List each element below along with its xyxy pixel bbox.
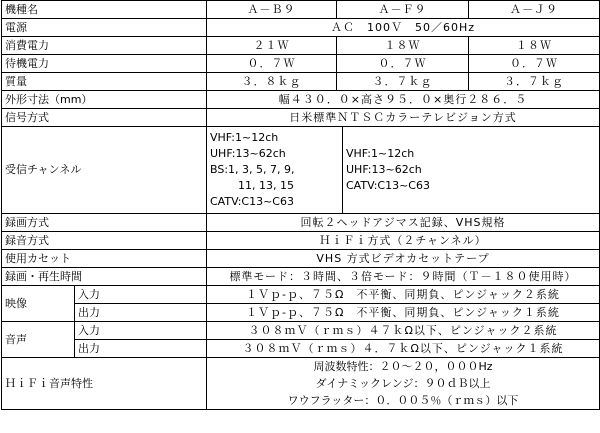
power-consumption-label: 消費電力 xyxy=(2,37,207,55)
channel-line: UHF:13~62ch xyxy=(346,163,422,176)
standby-power-row xyxy=(2,55,600,73)
audio-output-row xyxy=(2,340,600,358)
video-label: 映像 xyxy=(2,286,75,322)
channel-line: 11, 13, 15 xyxy=(238,179,294,192)
video-output-value: １Ｖｐ-ｐ、７５Ω 不平衡、同期負、ピンジャック１系統 xyxy=(207,304,600,322)
recording-format-label: 録画方式 xyxy=(2,214,207,232)
hifi-frequency-response: 周波数特性：２０～２０，０００Hz xyxy=(313,360,493,373)
dimensions-row xyxy=(2,91,600,109)
power-source-value: ＡＣ 100Ｖ 50／60Hz xyxy=(207,19,600,37)
signal-format-value: 日米標準ＮＴＳＣカラーテレビジョン方式 xyxy=(207,109,600,127)
video-output-label: 出力 xyxy=(75,304,207,322)
power-consumption-b9: ２１Ｗ xyxy=(207,37,337,55)
model-a-j9: Ａ－Ｊ９ xyxy=(469,1,600,19)
video-output-row xyxy=(2,304,600,322)
audio-output-value: ３０８ｍＶ（ｒｍｓ）４．７ｋΩ以下、ピンジャック１系統 xyxy=(207,340,600,358)
audio-output-label: 出力 xyxy=(75,340,207,358)
mass-j9: ３．７ｋｇ xyxy=(469,73,600,91)
mass-f9: ３．７ｋｇ xyxy=(337,73,469,91)
recording-format-row xyxy=(2,214,600,232)
header-row xyxy=(2,1,600,19)
power-source-label: 電源 xyxy=(2,19,207,37)
cassette-label: 使用カセット xyxy=(2,250,207,268)
standby-power-f9: ０．７Ｗ xyxy=(337,55,469,73)
standby-power-label: 待機電力 xyxy=(2,55,207,73)
channel-line: CATV:C13~C63 xyxy=(210,195,294,208)
dimensions-value: 幅４３０．０×高さ９５．０×奥行２８６．５ xyxy=(207,91,600,109)
recording-format-value: 回転２ヘッドアジマス記録、VHS規格 xyxy=(207,214,600,232)
mass-label: 質量 xyxy=(2,73,207,91)
mass-row xyxy=(2,73,600,91)
power-consumption-row xyxy=(2,37,600,55)
channels-f9-j9 xyxy=(343,127,600,214)
hifi-row xyxy=(2,358,600,410)
video-input-value: １Ｖｐ-ｐ、７５Ω 不平衡、同期負、ピンジャック２系統 xyxy=(207,286,600,304)
model-a-f9: Ａ－Ｆ９ xyxy=(337,1,469,19)
audio-input-label: 入力 xyxy=(75,322,207,340)
rec-play-time-value: 標準モード：３時間、３倍モード：９時間（Ｔ－１８０使用時） xyxy=(207,268,600,286)
channel-line: VHF:1~12ch xyxy=(346,147,415,160)
dimensions-label: 外形寸法（mm） xyxy=(2,91,207,109)
audio-label: 音声 xyxy=(2,322,75,358)
rec-play-time-label: 録画・再生時間 xyxy=(2,268,207,286)
audio-input-row xyxy=(2,322,600,340)
hifi-values xyxy=(207,358,600,410)
cassette-value: VHS 方式ビデオカセットテープ xyxy=(207,250,600,268)
cassette-row xyxy=(2,250,600,268)
hifi-wow-flutter: ワウフラッター：０．００５％（ｒｍｓ）以下 xyxy=(287,394,519,407)
power-consumption-f9: １８Ｗ xyxy=(337,37,469,55)
mass-b9: ３．８ｋｇ xyxy=(207,73,337,91)
audio-recording-row xyxy=(2,232,600,250)
audio-input-value: ３０８ｍＶ（ｒｍｓ）４７ｋΩ以下、ピンジャック２系統 xyxy=(207,322,600,340)
channels-b9 xyxy=(207,127,343,214)
standby-power-j9: ０．７Ｗ xyxy=(469,55,600,73)
signal-format-label: 信号方式 xyxy=(2,109,207,127)
hifi-dynamic-range: ダイナミックレンジ：９０ｄＢ以上 xyxy=(315,377,491,390)
rec-play-time-row xyxy=(2,268,600,286)
channel-line: CATV:C13~C63 xyxy=(346,179,430,192)
audio-recording-value: ＨｉＦｉ方式（２チャンネル） xyxy=(207,232,600,250)
signal-format-row xyxy=(2,109,600,127)
hifi-label: ＨｉＦｉ音声特性 xyxy=(2,358,207,410)
channels-label: 受信チャンネル xyxy=(2,127,207,214)
standby-power-b9: ０．７Ｗ xyxy=(207,55,337,73)
model-a-b9: Ａ－Ｂ９ xyxy=(207,1,337,19)
video-input-row xyxy=(2,286,600,304)
channel-line: BS:1, 3, 5, 7, 9, xyxy=(210,163,295,176)
power-consumption-j9: １８Ｗ xyxy=(469,37,600,55)
channels-row xyxy=(2,127,600,214)
video-input-label: 入力 xyxy=(75,286,207,304)
channel-line: VHF:1~12ch xyxy=(210,131,279,144)
spec-table xyxy=(1,0,600,410)
channel-line: UHF:13~62ch xyxy=(210,147,286,160)
model-name-label: 機種名 xyxy=(2,1,207,19)
power-source-row xyxy=(2,19,600,37)
audio-recording-label: 録音方式 xyxy=(2,232,207,250)
